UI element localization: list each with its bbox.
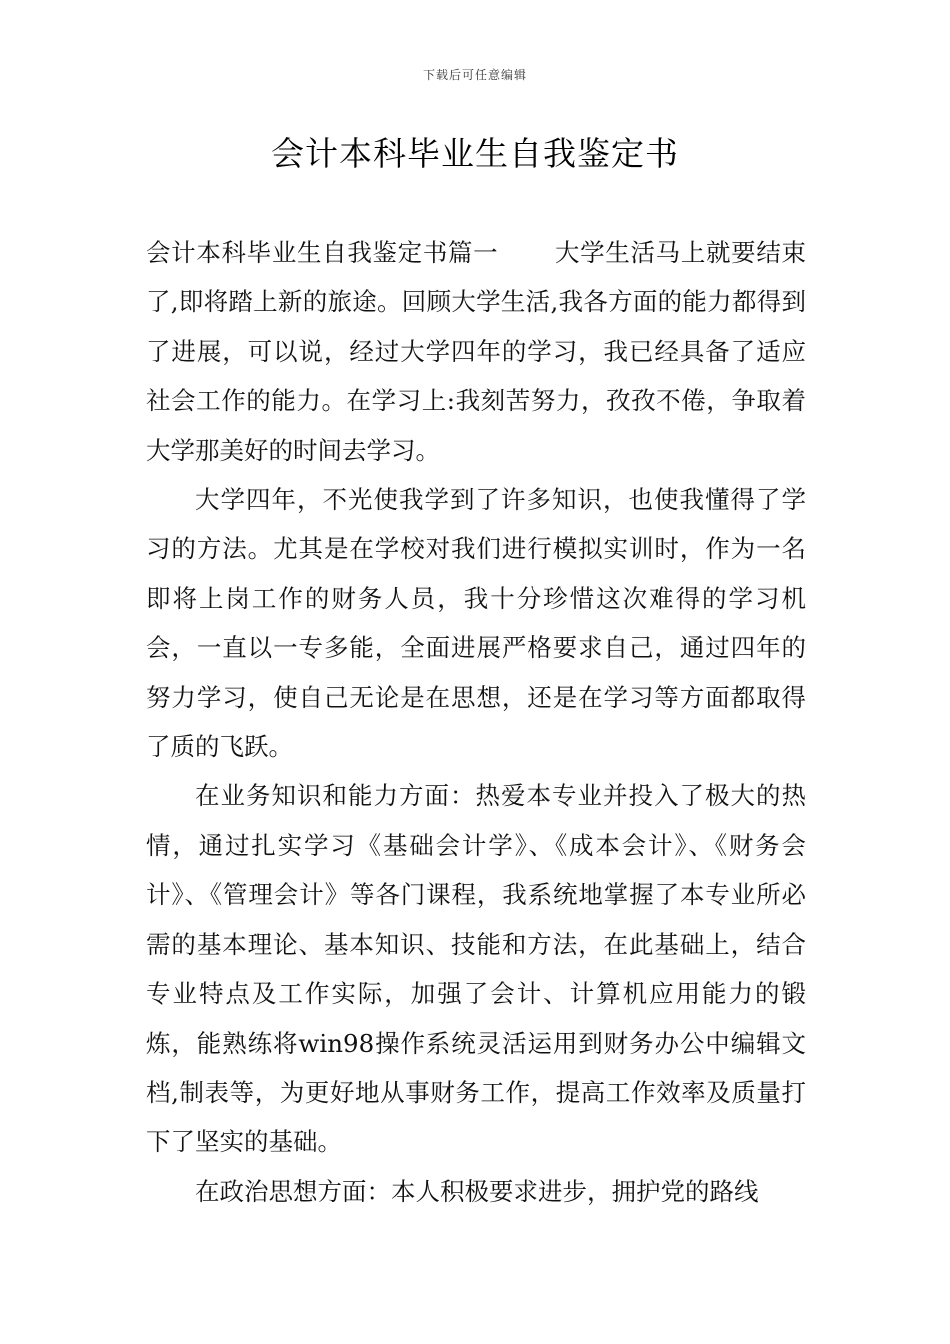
header-note: 下载后可任意编辑 xyxy=(422,68,527,82)
paragraph: 在政治思想方面：本人积极要求进步，拥护党的路线 xyxy=(195,1176,759,1206)
page-title: 会计本科毕业生自我鉴定书 xyxy=(271,134,679,173)
paragraph-intro xyxy=(146,228,806,475)
paragraph-text: 大学生活马上就要结束了,即将踏上新的旅途。回顾大学生活,我各方面的能力都得到了进展，可以说，经过大学四年的学习，我已经具备了适应社会工作的能力。在学习上:我刻苦努力，孜孜不倦，争取着大学那美好的时间去学习。 xyxy=(146,238,807,465)
section-heading: 会计本科毕业生自我鉴定书篇一 xyxy=(146,238,499,267)
document-body xyxy=(146,228,806,1216)
paragraph: 大学四年，不光使我学到了许多知识，也使我懂得了学习的方法。尤其是在学校对我们进行模拟实训时，作为一名即将上岗工作的财务人员，我十分珍惜这次难得的学习机会，一直以一专多能，全面进展严格要求自己，通过四年的努力学习，使自己无论是在思想，还是在学习等方面都取得了质的飞跃。 xyxy=(146,485,806,762)
paragraph: 在业务知识和能力方面：热爱本专业并投入了极大的热情，通过扎实学习《基础会计学》、《成本会计》、《财务会计》、《管理会计》等各门课程，我系统地掌握了本专业所必需的基本理论、基本知识、技能和方法，在此基础上，结合专业特点及工作实际，加强了会计、计算机应用能力的锻炼，能熟练将win98操作系统灵活运用到财务办公中编辑文档,制表等，为更好地从事财务工作，提高工作效率及质量打下了坚实的基础。 xyxy=(146,781,806,1157)
